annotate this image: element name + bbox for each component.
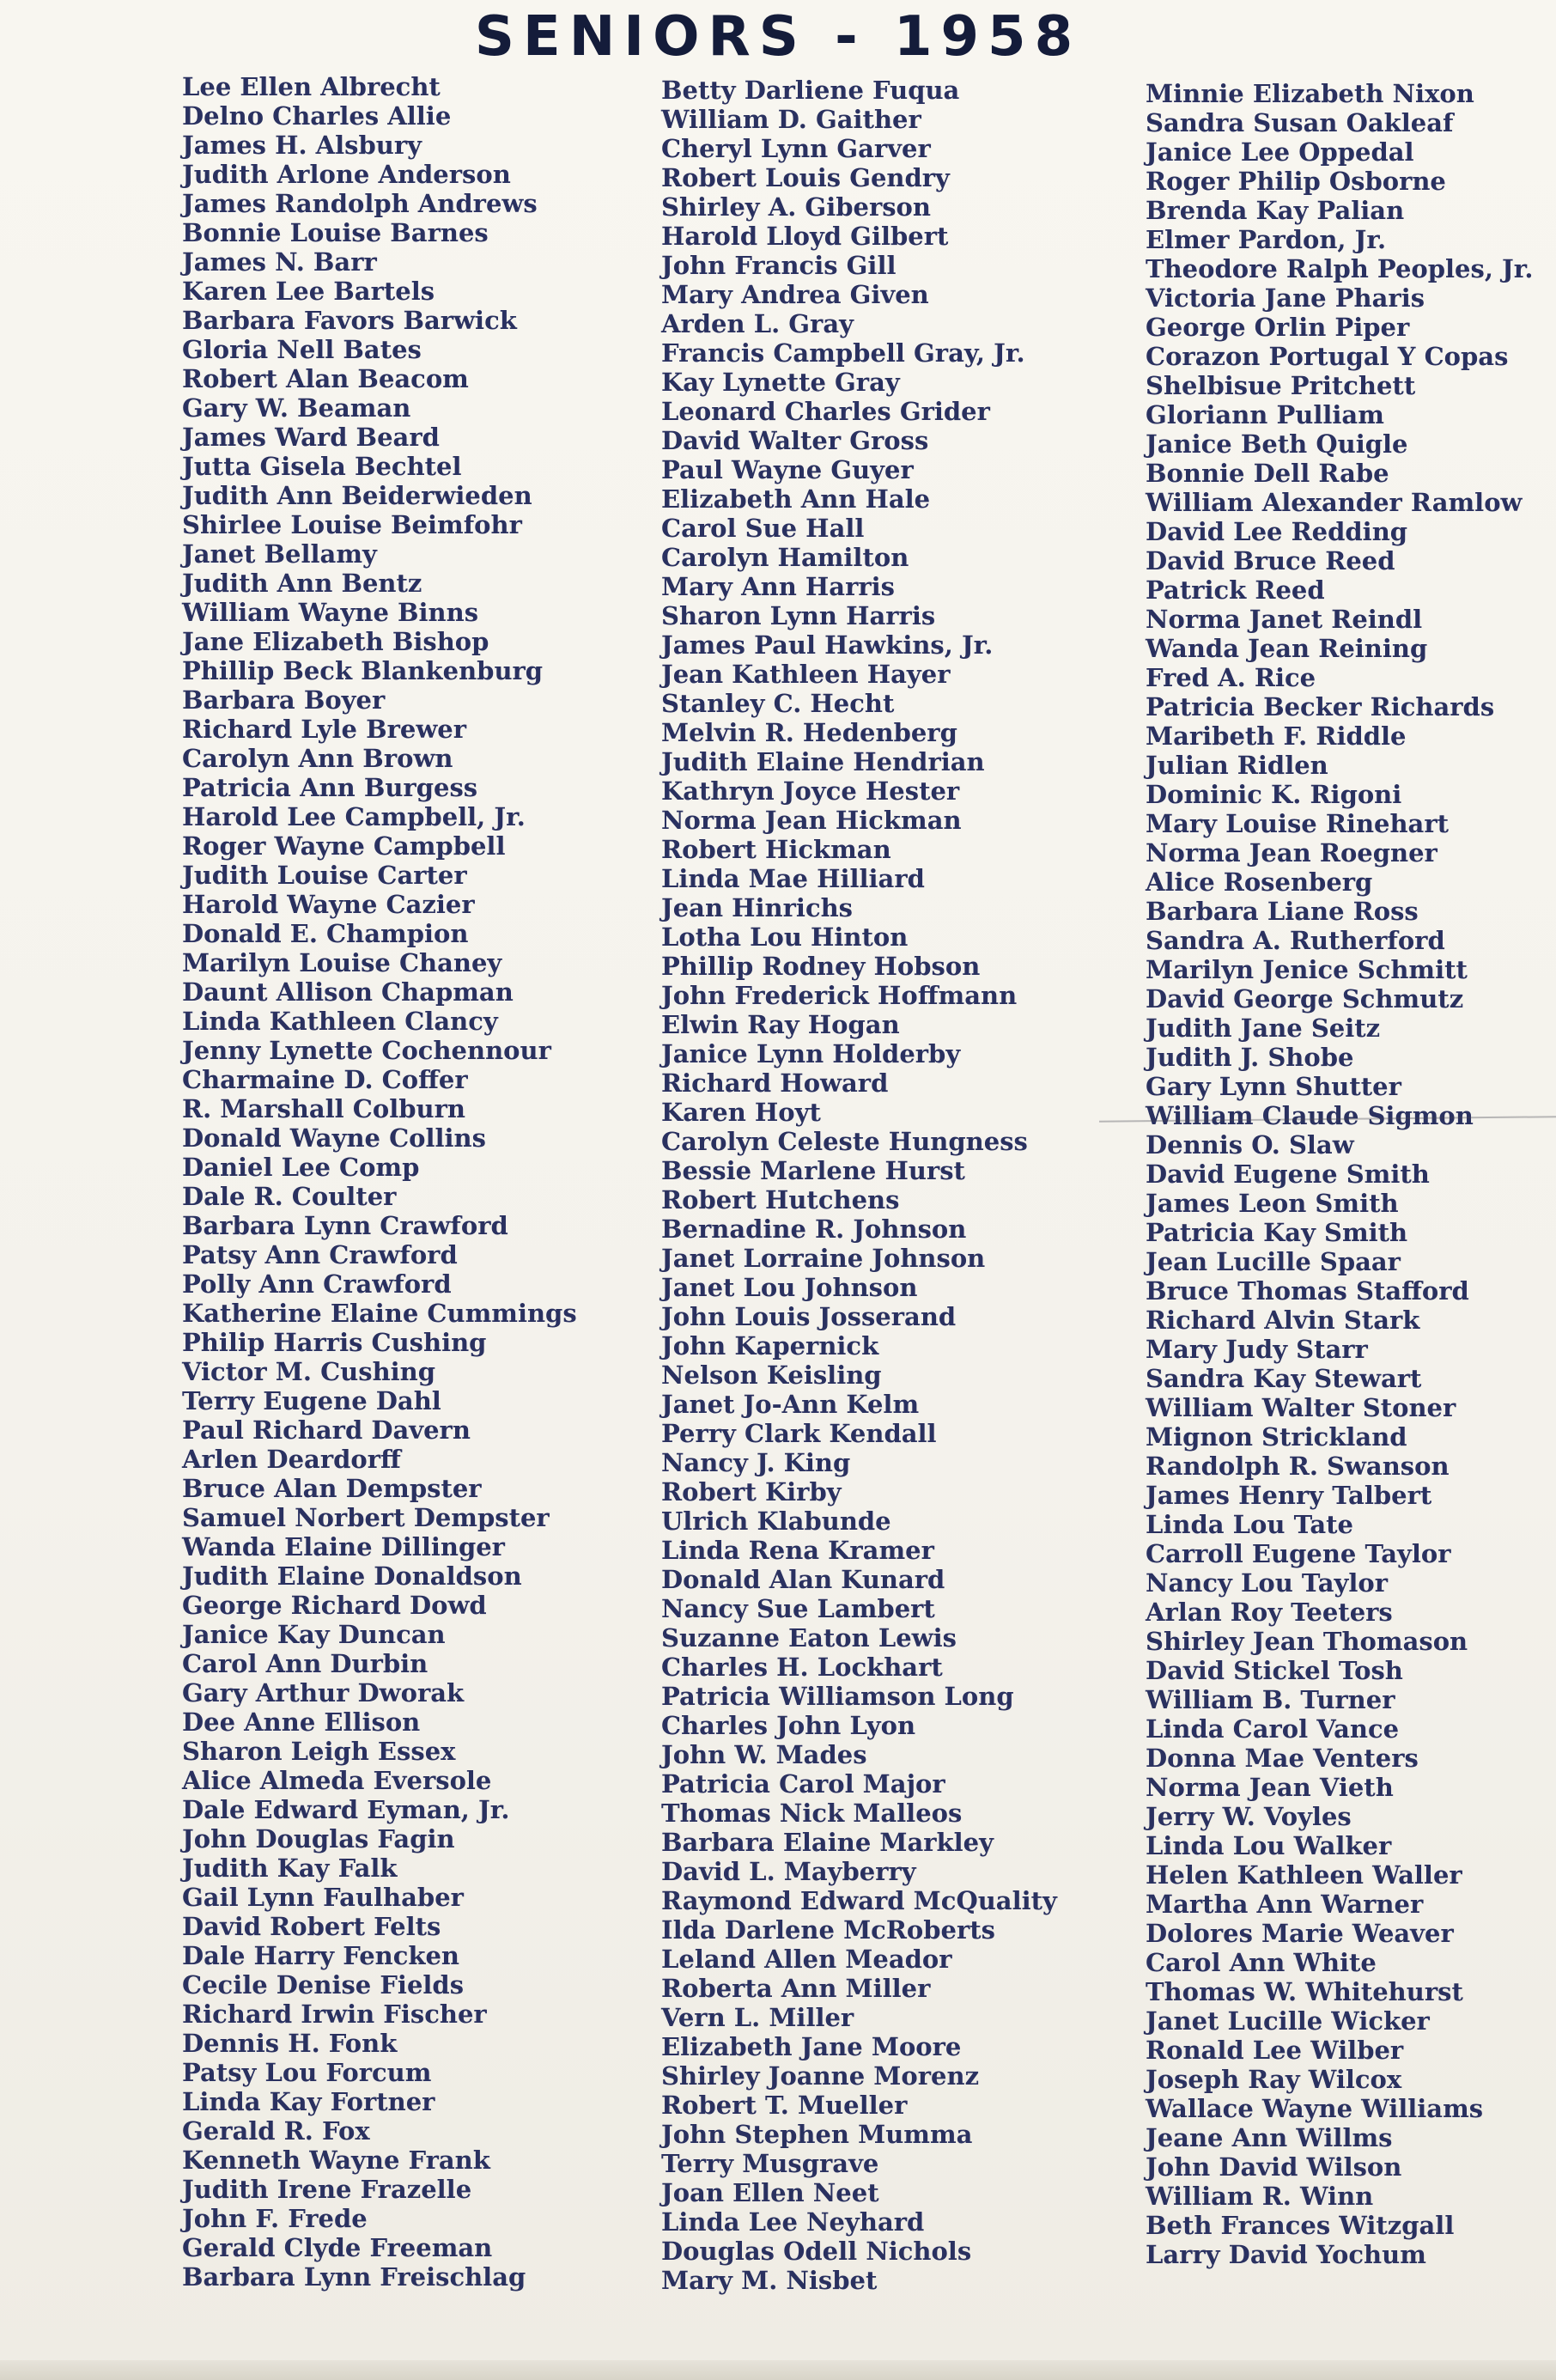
senior-name: Nancy J. King — [661, 1448, 851, 1477]
senior-name: Betty Darliene Fuqua — [661, 76, 960, 105]
senior-name: Sandra Susan Oakleaf — [1146, 108, 1454, 137]
senior-name: Roger Wayne Campbell — [182, 831, 506, 861]
senior-name: Mary Andrea Given — [661, 280, 929, 309]
senior-name: Jean Lucille Spaar — [1146, 1247, 1401, 1276]
senior-name: Harold Lloyd Gilbert — [661, 222, 949, 251]
senior-name: Gloriann Pulliam — [1146, 400, 1384, 429]
senior-name: John W. Mades — [661, 1740, 867, 1769]
senior-name: Charles H. Lockhart — [661, 1653, 943, 1682]
senior-name: Gary Lynn Shutter — [1146, 1072, 1401, 1101]
senior-name: Harold Wayne Cazier — [182, 890, 475, 919]
senior-name: Daunt Allison Chapman — [182, 977, 514, 1007]
senior-name: Sharon Lynn Harris — [661, 601, 936, 630]
senior-name: Marilyn Louise Chaney — [182, 948, 502, 977]
senior-name: Nancy Sue Lambert — [661, 1594, 935, 1623]
senior-name: Patricia Kay Smith — [1146, 1218, 1408, 1247]
senior-name: Norma Jean Hickman — [661, 806, 962, 835]
senior-name: John F. Frede — [182, 2204, 368, 2233]
senior-name: Leonard Charles Grider — [661, 397, 990, 426]
senior-name: Patsy Lou Forcum — [182, 2058, 432, 2087]
senior-name: John Louis Josserand — [661, 1302, 957, 1331]
senior-name: Minnie Elizabeth Nixon — [1146, 79, 1474, 108]
senior-name: Gary W. Beaman — [182, 393, 411, 423]
senior-name: John Francis Gill — [661, 251, 897, 280]
senior-name: Victor M. Cushing — [182, 1357, 436, 1386]
senior-name: Maribeth F. Riddle — [1146, 721, 1407, 751]
senior-name: Norma Jean Vieth — [1146, 1773, 1394, 1802]
senior-name: Janet Lou Johnson — [661, 1273, 918, 1302]
senior-name: Judith Elaine Hendrian — [661, 747, 985, 776]
senior-name: Richard Irwin Fischer — [182, 2000, 487, 2029]
senior-name: Judith Jane Seitz — [1146, 1013, 1381, 1043]
senior-name: Janice Kay Duncan — [182, 1620, 446, 1649]
senior-name: George Orlin Piper — [1146, 313, 1410, 342]
senior-name: Elizabeth Jane Moore — [661, 2032, 962, 2061]
senior-name: James Ward Beard — [182, 423, 440, 452]
senior-name: Linda Kathleen Clancy — [182, 1007, 498, 1036]
senior-name: Gary Arthur Dworak — [182, 1678, 465, 1707]
senior-name: Phillip Beck Blankenburg — [182, 656, 544, 685]
senior-name: William Walter Stoner — [1146, 1393, 1456, 1422]
senior-name: Paul Wayne Guyer — [661, 455, 914, 484]
senior-name: Theodore Ralph Peoples, Jr. — [1146, 254, 1534, 283]
senior-name: Gerald Clyde Freeman — [182, 2233, 493, 2262]
senior-name: Shirlee Louise Beimfohr — [182, 510, 522, 539]
senior-name: Sandra Kay Stewart — [1146, 1364, 1422, 1393]
senior-name: Fred A. Rice — [1146, 663, 1316, 692]
senior-name: Carol Ann White — [1146, 1948, 1377, 1977]
senior-name: Dale R. Coulter — [182, 1182, 397, 1211]
senior-name: Janet Lorraine Johnson — [661, 1244, 986, 1273]
senior-name: Robert Louis Gendry — [661, 163, 950, 192]
senior-name: David Bruce Reed — [1146, 546, 1395, 575]
senior-name: Leland Allen Meador — [661, 1945, 952, 1974]
senior-name: Janice Beth Quigle — [1146, 429, 1408, 459]
senior-name: Roger Philip Osborne — [1146, 167, 1446, 196]
senior-name: James Randolph Andrews — [182, 189, 538, 218]
senior-name: Marilyn Jenice Schmitt — [1146, 955, 1468, 984]
senior-name: Norma Janet Reindl — [1146, 605, 1423, 634]
senior-name: James N. Barr — [182, 247, 377, 277]
senior-name: Suzanne Eaton Lewis — [661, 1623, 957, 1653]
senior-name: Cheryl Lynn Garver — [661, 134, 931, 163]
senior-name: Arlen Deardorff — [182, 1445, 401, 1474]
senior-name: Dolores Marie Weaver — [1146, 1919, 1454, 1948]
senior-name: Linda Lee Neyhard — [661, 2207, 925, 2237]
senior-name: Arden L. Gray — [661, 309, 854, 338]
senior-name: Donald Wayne Collins — [182, 1123, 486, 1153]
senior-name: Barbara Lynn Freischlag — [182, 2262, 526, 2292]
senior-name: Donald Alan Kunard — [661, 1565, 945, 1594]
senior-name: Robert T. Mueller — [661, 2091, 908, 2120]
senior-name: Carolyn Ann Brown — [182, 744, 453, 773]
senior-name: Gerald R. Fox — [182, 2116, 370, 2146]
senior-name: Alice Almeda Eversole — [182, 1766, 492, 1795]
senior-name: Robert Kirby — [661, 1477, 842, 1507]
senior-name: Gloria Nell Bates — [182, 335, 422, 364]
senior-name: Judith J. Shobe — [1146, 1043, 1354, 1072]
senior-name: Barbara Favors Barwick — [182, 306, 517, 335]
senior-name: Karen Lee Bartels — [182, 277, 435, 306]
senior-name: Thomas Nick Malleos — [661, 1799, 963, 1828]
senior-name: Bonnie Dell Rabe — [1146, 459, 1389, 488]
senior-name: Bernadine R. Johnson — [661, 1214, 967, 1244]
senior-name: R. Marshall Colburn — [182, 1094, 465, 1123]
senior-name: Joan Ellen Neet — [661, 2178, 879, 2207]
senior-name: Katherine Elaine Cummings — [182, 1299, 577, 1328]
senior-name: John Kapernick — [661, 1331, 879, 1360]
senior-name: Charles John Lyon — [661, 1711, 916, 1740]
senior-name: Shirley A. Giberson — [661, 192, 931, 222]
senior-name: Bessie Marlene Hurst — [661, 1156, 965, 1185]
names-column-3 — [1146, 79, 1533, 2269]
senior-name: Ilda Darlene McRoberts — [661, 1915, 995, 1945]
senior-name: William Claude Sigmon — [1146, 1101, 1474, 1130]
senior-name: Judith Ann Beiderwieden — [182, 481, 532, 510]
senior-name: William R. Winn — [1146, 2182, 1374, 2211]
senior-name: David L. Mayberry — [661, 1857, 916, 1886]
senior-name: Jeane Ann Willms — [1146, 2123, 1393, 2152]
senior-name: Judith Elaine Donaldson — [182, 1561, 522, 1591]
senior-name: Janet Bellamy — [182, 539, 377, 569]
senior-name: James H. Alsbury — [182, 131, 422, 160]
senior-name: Terry Musgrave — [661, 2149, 879, 2178]
senior-name: Wanda Jean Reining — [1146, 634, 1428, 663]
senior-name: Sharon Leigh Essex — [182, 1737, 456, 1766]
senior-name: Linda Kay Fortner — [182, 2087, 435, 2116]
senior-name: Jenny Lynette Cochennour — [182, 1036, 551, 1065]
senior-name: Dennis H. Fonk — [182, 2029, 398, 2058]
senior-name: Julian Ridlen — [1146, 751, 1328, 780]
senior-name: Dennis O. Slaw — [1146, 1130, 1354, 1160]
senior-name: John Douglas Fagin — [182, 1824, 455, 1853]
senior-name: Jutta Gisela Bechtel — [182, 452, 462, 481]
senior-name: Patrick Reed — [1146, 575, 1325, 605]
senior-name: Carolyn Hamilton — [661, 543, 909, 572]
page-title: SENIORS - 1958 — [474, 5, 1082, 69]
senior-name: Karen Hoyt — [661, 1098, 821, 1127]
senior-name: Raymond Edward McQuality — [661, 1886, 1057, 1915]
senior-name: Paul Richard Davern — [182, 1415, 471, 1445]
senior-name: Wallace Wayne Williams — [1146, 2094, 1484, 2123]
senior-name: Delno Charles Allie — [182, 101, 452, 131]
senior-name: Carroll Eugene Taylor — [1146, 1539, 1451, 1568]
senior-name: George Richard Dowd — [182, 1591, 487, 1620]
senior-name: Wanda Elaine Dillinger — [182, 1532, 505, 1561]
senior-name: John David Wilson — [1146, 2152, 1402, 2182]
senior-name: Joseph Ray Wilcox — [1146, 2065, 1402, 2094]
senior-name: John Stephen Mumma — [661, 2120, 973, 2149]
senior-name: Helen Kathleen Waller — [1146, 1860, 1462, 1890]
senior-name: Mignon Strickland — [1146, 1422, 1407, 1452]
senior-name: Bruce Alan Dempster — [182, 1474, 482, 1503]
senior-name: Philip Harris Cushing — [182, 1328, 487, 1357]
senior-name: Dominic K. Rigoni — [1146, 780, 1402, 809]
senior-name: Kenneth Wayne Frank — [182, 2146, 490, 2175]
senior-name: Mary Louise Rinehart — [1146, 809, 1450, 838]
senior-name: Arlan Roy Teeters — [1146, 1598, 1393, 1627]
senior-name: James Henry Talbert — [1146, 1481, 1432, 1510]
senior-name: Jerry W. Voyles — [1146, 1802, 1352, 1831]
senior-name: Dale Harry Fencken — [182, 1941, 460, 1970]
senior-name: Patricia Ann Burgess — [182, 773, 478, 802]
senior-name: Cecile Denise Fields — [182, 1970, 465, 2000]
senior-name: William D. Gaither — [661, 105, 921, 134]
senior-name: Mary M. Nisbet — [661, 2266, 878, 2295]
senior-name: Linda Rena Kramer — [661, 1536, 934, 1565]
senior-name: James Leon Smith — [1146, 1189, 1399, 1218]
senior-name: Gail Lynn Faulhaber — [182, 1883, 464, 1912]
senior-name: Robert Hutchens — [661, 1185, 900, 1214]
senior-name: Kay Lynette Gray — [661, 368, 900, 397]
senior-name: Janice Lynn Holderby — [661, 1039, 961, 1068]
senior-name: Sandra A. Rutherford — [1146, 926, 1445, 955]
senior-name: Shirley Joanne Morenz — [661, 2061, 980, 2091]
senior-name: Roberta Ann Miller — [661, 1974, 931, 2003]
senior-name: Shelbisue Pritchett — [1146, 371, 1416, 400]
senior-name: Beth Frances Witzgall — [1146, 2211, 1455, 2240]
senior-name: Linda Mae Hilliard — [661, 864, 925, 893]
senior-name: Lee Ellen Albrecht — [182, 72, 441, 101]
senior-name: Phillip Rodney Hobson — [661, 952, 981, 981]
senior-name: Mary Ann Harris — [661, 572, 895, 601]
senior-name: Daniel Lee Comp — [182, 1153, 420, 1182]
senior-name: Judith Arlone Anderson — [182, 160, 511, 189]
senior-name: Corazon Portugal Y Copas — [1146, 342, 1509, 371]
senior-name: Vern L. Miller — [661, 2003, 854, 2032]
senior-name: Mary Judy Starr — [1146, 1335, 1368, 1364]
senior-name: Ronald Lee Wilber — [1146, 2036, 1404, 2065]
senior-name: William Wayne Binns — [182, 598, 479, 627]
senior-name: Samuel Norbert Dempster — [182, 1503, 550, 1532]
senior-name: Nelson Keisling — [661, 1360, 882, 1390]
senior-name: Bonnie Louise Barnes — [182, 218, 489, 247]
senior-name: David George Schmutz — [1146, 984, 1464, 1013]
names-column-1 — [182, 72, 577, 2292]
senior-name: Patsy Ann Crawford — [182, 1240, 458, 1269]
senior-name: William Alexander Ramlow — [1146, 488, 1523, 517]
senior-name: Richard Howard — [661, 1068, 889, 1098]
senior-name: Barbara Boyer — [182, 685, 386, 715]
senior-name: Perry Clark Kendall — [661, 1419, 937, 1448]
senior-name: Barbara Liane Ross — [1146, 897, 1419, 926]
senior-name: Nancy Lou Taylor — [1146, 1568, 1388, 1598]
senior-name: William B. Turner — [1146, 1685, 1395, 1714]
senior-name: Jean Kathleen Hayer — [661, 660, 951, 689]
senior-name: Elizabeth Ann Hale — [661, 484, 931, 514]
senior-name: David Walter Gross — [661, 426, 929, 455]
senior-name: Elmer Pardon, Jr. — [1146, 225, 1387, 254]
senior-name: Barbara Elaine Markley — [661, 1828, 994, 1857]
senior-name: David Stickel Tosh — [1146, 1656, 1403, 1685]
senior-name: Ulrich Klabunde — [661, 1507, 891, 1536]
senior-name: Janet Jo-Ann Kelm — [661, 1390, 920, 1419]
senior-name: Patricia Williamson Long — [661, 1682, 1014, 1711]
senior-name: Alice Rosenberg — [1146, 867, 1373, 897]
senior-name: Robert Hickman — [661, 835, 891, 864]
senior-name: Robert Alan Beacom — [182, 364, 469, 393]
senior-name: Dale Edward Eyman, Jr. — [182, 1795, 510, 1824]
senior-name: Barbara Lynn Crawford — [182, 1211, 508, 1240]
names-column-2 — [661, 76, 1057, 2295]
senior-name: John Frederick Hoffmann — [661, 981, 1018, 1010]
senior-name: Dee Anne Ellison — [182, 1707, 421, 1737]
senior-name: Douglas Odell Nichols — [661, 2237, 972, 2266]
senior-name: Linda Carol Vance — [1146, 1714, 1400, 1744]
senior-name: Lotha Lou Hinton — [661, 922, 909, 952]
senior-name: Jane Elizabeth Bishop — [182, 627, 489, 656]
senior-name: Randolph R. Swanson — [1146, 1452, 1450, 1481]
senior-name: Judith Kay Falk — [182, 1853, 398, 1883]
senior-name: Martha Ann Warner — [1146, 1890, 1424, 1919]
senior-name: Richard Lyle Brewer — [182, 715, 467, 744]
senior-name: David Robert Felts — [182, 1912, 441, 1941]
senior-name: Richard Alvin Stark — [1146, 1306, 1420, 1335]
senior-name: Judith Louise Carter — [182, 861, 467, 890]
senior-name: David Lee Redding — [1146, 517, 1408, 546]
senior-name: Patricia Becker Richards — [1146, 692, 1495, 721]
senior-name: Bruce Thomas Stafford — [1146, 1276, 1469, 1306]
senior-name: Victoria Jane Pharis — [1146, 283, 1425, 313]
senior-name: Judith Ann Bentz — [182, 569, 422, 598]
senior-name: Shirley Jean Thomason — [1146, 1627, 1468, 1656]
senior-name: Patricia Carol Major — [661, 1769, 945, 1799]
senior-name: Stanley C. Hecht — [661, 689, 895, 718]
senior-name: David Eugene Smith — [1146, 1160, 1430, 1189]
senior-name: Thomas W. Whitehurst — [1146, 1977, 1463, 2006]
senior-name: Harold Lee Campbell, Jr. — [182, 802, 526, 831]
senior-name: James Paul Hawkins, Jr. — [661, 630, 994, 660]
senior-name: Carol Ann Durbin — [182, 1649, 429, 1678]
senior-name: Janet Lucille Wicker — [1146, 2006, 1430, 2036]
senior-name: Elwin Ray Hogan — [661, 1010, 900, 1039]
senior-name: Terry Eugene Dahl — [182, 1386, 441, 1415]
senior-name: Francis Campbell Gray, Jr. — [661, 338, 1025, 368]
page-bottom-edge — [0, 2360, 1556, 2380]
senior-name: Melvin R. Hedenberg — [661, 718, 957, 747]
senior-name: Jean Hinrichs — [661, 893, 854, 922]
senior-name: Brenda Kay Palian — [1146, 196, 1405, 225]
senior-name: Linda Lou Walker — [1146, 1831, 1392, 1860]
senior-name: Janice Lee Oppedal — [1146, 137, 1414, 167]
senior-name: Norma Jean Roegner — [1146, 838, 1437, 867]
senior-name: Polly Ann Crawford — [182, 1269, 452, 1299]
senior-name: Judith Irene Frazelle — [182, 2175, 472, 2204]
senior-name: Donald E. Champion — [182, 919, 469, 948]
senior-name: Carol Sue Hall — [661, 514, 865, 543]
senior-name: Kathryn Joyce Hester — [661, 776, 960, 806]
senior-name: Donna Mae Venters — [1146, 1744, 1419, 1773]
senior-name: Carolyn Celeste Hungness — [661, 1127, 1028, 1156]
senior-name: Larry David Yochum — [1146, 2240, 1426, 2269]
senior-name: Charmaine D. Coffer — [182, 1065, 468, 1094]
senior-name: Linda Lou Tate — [1146, 1510, 1354, 1539]
